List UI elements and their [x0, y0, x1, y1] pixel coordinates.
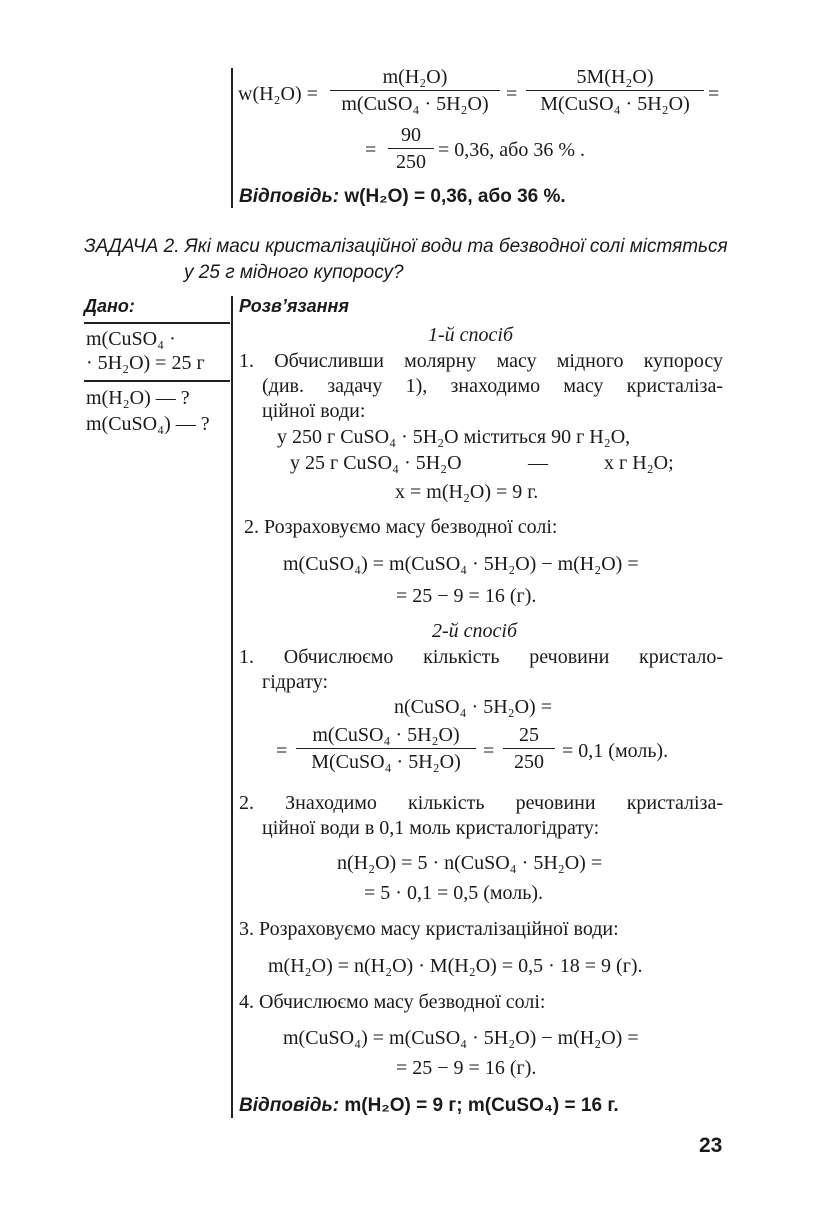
- method2-step4-eq2: = 25 − 9 = 16 (г).: [396, 1057, 537, 1079]
- proportion-line1: у 250 г CuSO₄ · 5H₂O міститься 90 г H₂O,: [277, 426, 631, 448]
- method2-step2-line2: ційної води в 0,1 моль кристалогідрату:: [262, 817, 600, 839]
- equals-sign: =: [276, 740, 288, 762]
- fraction-denominator: 250: [396, 151, 426, 173]
- method2-step2-line1: 2. Знаходимо кількість речовини кристаліза-: [239, 792, 723, 814]
- equals-sign: =: [483, 740, 495, 762]
- method1-step1-line3: ційної води:: [262, 400, 366, 422]
- proportion-line2-right: x г H₂O;: [604, 452, 674, 474]
- fraction-denominator: m(CuSO₄ · 5H₂O): [341, 93, 489, 115]
- equals-sign: =: [506, 83, 518, 105]
- method2-step4-eq1: m(CuSO₄) = m(CuSO₄ · 5H₂O) − m(H₂O) =: [283, 1027, 639, 1049]
- method2-step1-line2: гідрату:: [262, 671, 329, 693]
- given-line2: · 5H₂O) = 25 г: [86, 352, 205, 374]
- fraction-numerator: m(CuSO₄ · 5H₂O): [296, 722, 476, 749]
- equals-sign: =: [708, 83, 720, 105]
- method2-step4: 4. Обчислюємо масу безводної солі:: [239, 991, 546, 1013]
- task1-w-lhs: w(H₂O) =: [238, 83, 318, 105]
- given-top-line: [84, 322, 230, 324]
- method1-step2: 2. Розраховуємо масу безводної солі:: [244, 516, 558, 538]
- find-line2: m(CuSO₄) — ?: [86, 413, 210, 435]
- answer-label: Відповідь:: [239, 1095, 340, 1116]
- method2-fraction-a: [296, 722, 476, 775]
- method2-step1-line1: 1. Обчислюємо кількість речовини кристало-: [239, 646, 723, 668]
- fraction-numerator: 25: [503, 722, 555, 749]
- method1-step1-line2: (див. задачу 1), знаходимо масу кристаліза-: [262, 375, 723, 397]
- fraction-denominator: 250: [514, 751, 544, 773]
- equals-sign: =: [365, 139, 377, 161]
- task2-answer: [239, 1095, 619, 1117]
- method2-step3-eq: m(H₂O) = n(H₂O) · M(H₂O) = 0,5 · 18 = 9 (г).: [268, 955, 643, 977]
- task2-title-line2: у 25 г мідного купоросу?: [184, 262, 404, 283]
- task1-result: = 0,36, або 36 % .: [438, 139, 585, 161]
- method1-heading: 1-й спосіб: [428, 324, 514, 346]
- method2-fraction-b: [503, 722, 555, 775]
- proportion-line2-left: у 25 г CuSO₄ · 5H₂O: [290, 452, 462, 474]
- method2-step3: 3. Розраховуємо масу кристалізаційної води:: [239, 918, 619, 940]
- fraction-numerator: m(H₂O): [330, 64, 500, 91]
- fraction-numerator: 5M(H₂O): [526, 64, 704, 91]
- find-line1: m(H₂O) — ?: [86, 387, 190, 409]
- method1-step1-line1: 1. Обчисливши молярну масу мідного купоросу: [239, 350, 723, 372]
- x-result: x = m(H₂O) = 9 г.: [395, 481, 539, 503]
- task2-title-line1: ЗАДАЧА 2. Які маси кристалізаційної води та безводної солі містяться: [84, 236, 728, 257]
- method2-step2-eq2: = 5 · 0,1 = 0,5 (моль).: [364, 882, 544, 904]
- proportion-line2-dash: —: [528, 452, 548, 474]
- n-result: = 0,1 (моль).: [562, 740, 669, 762]
- task1-answer: [239, 186, 566, 208]
- method2-heading: 2-й спосіб: [432, 620, 518, 642]
- answer-text: w(H₂O) = 0,36, або 36 %.: [344, 186, 566, 207]
- given-label: Дано:: [84, 296, 135, 316]
- solution-label: Розв’язання: [239, 296, 349, 316]
- method1-step2-eq1: m(CuSO₄) = m(CuSO₄ · 5H₂O) − m(H₂O) =: [283, 553, 639, 575]
- answer-label: Відповідь:: [239, 186, 340, 207]
- n-lhs: n(CuSO₄ · 5H₂O) =: [394, 696, 552, 718]
- method1-step2-eq2: = 25 − 9 = 16 (г).: [396, 585, 537, 607]
- fraction-denominator: M(CuSO₄ · 5H₂O): [311, 751, 461, 773]
- answer-text: m(H₂O) = 9 г; m(CuSO₄) = 16 г.: [344, 1095, 619, 1116]
- task1-fraction-1: [330, 64, 500, 117]
- page-number: 23: [699, 1134, 723, 1157]
- task1-margin-line: [231, 68, 233, 208]
- given-solution-divider: [231, 296, 233, 1118]
- task1-fraction-2: [526, 64, 704, 117]
- fraction-numerator: 90: [388, 122, 434, 149]
- fraction-denominator: M(CuSO₄ · 5H₂O): [540, 93, 690, 115]
- given-line1: m(CuSO₄ ·: [86, 328, 176, 350]
- given-find-line: [84, 380, 230, 382]
- task1-fraction-3: [388, 122, 434, 175]
- method2-step2-eq1: n(H₂O) = 5 · n(CuSO₄ · 5H₂O) =: [337, 852, 603, 874]
